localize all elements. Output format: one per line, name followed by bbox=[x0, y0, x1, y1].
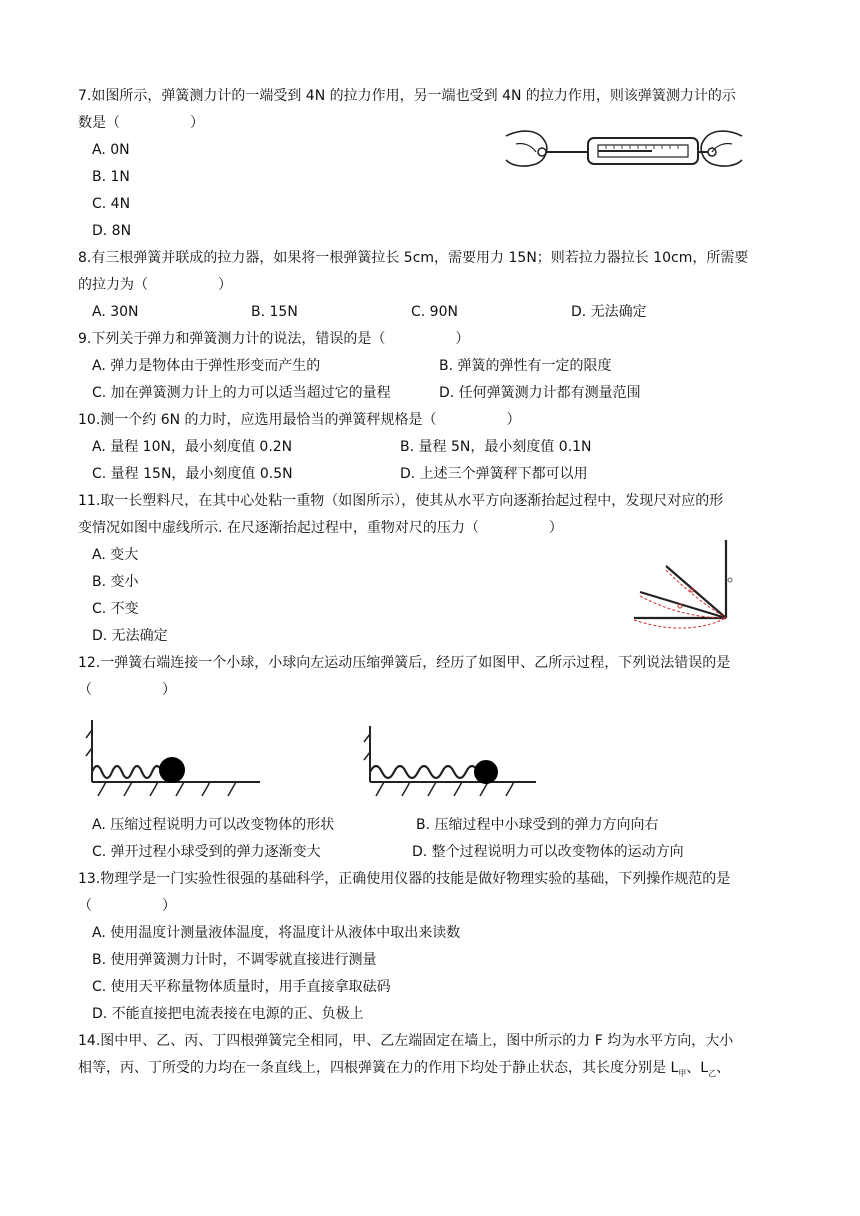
q13-option-c[interactable]: C. 使用天平称量物体质量时，用手直接拿取砝码 bbox=[92, 979, 391, 995]
q8-stem-line2: 的拉力为（ ） bbox=[78, 277, 232, 293]
q11-stem-line1: 11.取一长塑料尺，在其中心处粘一重物（如图所示），使其从水平方向逐渐抬起过程中，发现尺对应的形 bbox=[78, 493, 724, 509]
q7-option-d[interactable]: D. 8N bbox=[92, 223, 132, 239]
q8-option-d[interactable]: D. 无法确定 bbox=[571, 304, 647, 320]
q10-option-c[interactable]: C. 量程 15N，最小刻度值 0.5N bbox=[92, 466, 293, 482]
q14-sub-yi: 乙 bbox=[708, 1068, 717, 1078]
q8-stem-line1: 8.有三根弹簧并联成的拉力器，如果将一根弹簧拉长 5cm，需要用力 15N；则若拉力器拉长 10cm，所需要 bbox=[78, 250, 749, 266]
q14-stem-line1: 14.图中甲、乙、丙、丁四根弹簧完全相同，甲、乙左端固定在墙上，图中所示的力 F 均为水平方向，大小 bbox=[78, 1033, 734, 1049]
q7-stem-line1: 7.如图所示，弹簧测力计的一端受到 4N 的拉力作用，另一端也受到 4N 的拉力作用，则该弹簧测力计的示 bbox=[78, 88, 736, 104]
q8-option-c[interactable]: C. 90N bbox=[411, 304, 458, 320]
q9-option-d[interactable]: D. 任何弹簧测力计都有测量范围 bbox=[439, 385, 641, 401]
spring-ball-figure-jia bbox=[84, 716, 264, 802]
q11-option-c[interactable]: C. 不变 bbox=[92, 601, 139, 617]
q12-option-a[interactable]: A. 压缩过程说明力可以改变物体的形状 bbox=[92, 817, 335, 833]
q10-option-d[interactable]: D. 上述三个弹簧秤下都可以用 bbox=[400, 466, 588, 482]
q11-option-d[interactable]: D. 无法确定 bbox=[92, 628, 168, 644]
q13-stem-line2: （ ） bbox=[78, 898, 176, 914]
q14-sep: 、L bbox=[686, 1060, 709, 1076]
q7-stem-line2: 数是（ ） bbox=[78, 115, 204, 131]
q8-option-a[interactable]: A. 30N bbox=[92, 304, 139, 320]
q7-option-c[interactable]: C. 4N bbox=[92, 196, 131, 212]
q11-option-b[interactable]: B. 变小 bbox=[92, 574, 139, 590]
spring-scale-figure bbox=[502, 124, 746, 178]
q9-option-b[interactable]: B. 弹簧的弹性有一定的限度 bbox=[439, 358, 612, 374]
q13-option-d[interactable]: D. 不能直接把电流表接在电源的正、负极上 bbox=[92, 1006, 364, 1022]
q10-stem: 10.测一个约 6N 的力时，应选用最恰当的弹簧秤规格是（ ） bbox=[78, 412, 521, 428]
q11-option-a[interactable]: A. 变大 bbox=[92, 547, 139, 563]
spring-ball-figure-yi bbox=[360, 716, 540, 802]
q13-option-b[interactable]: B. 使用弹簧测力计时，不调零就直接进行测量 bbox=[92, 952, 377, 968]
q7-option-b[interactable]: B. 1N bbox=[92, 169, 130, 185]
q13-option-a[interactable]: A. 使用温度计测量液体温度，将温度计从液体中取出来读数 bbox=[92, 925, 461, 941]
q12-stem-line1: 12.一弹簧右端连接一个小球，小球向左运动压缩弹簧后，经历了如图甲、乙所示过程，下列说法错误的是 bbox=[78, 655, 731, 671]
q12-option-b[interactable]: B. 压缩过程中小球受到的弹力方向向右 bbox=[416, 817, 659, 833]
q14-stem-line2 bbox=[78, 1058, 730, 1084]
q9-stem: 9.下列关于弹力和弹簧测力计的说法，错误的是（ ） bbox=[78, 331, 470, 347]
q9-option-a[interactable]: A. 弹力是物体由于弹性形变而产生的 bbox=[92, 358, 321, 374]
q11-stem-line2: 变情况如图中虚线所示. 在尺逐渐抬起过程中，重物对尺的压力（ ） bbox=[78, 520, 563, 536]
q9-option-c[interactable]: C. 加在弹簧测力计上的力可以适当超过它的量程 bbox=[92, 385, 391, 401]
q8-option-b[interactable]: B. 15N bbox=[251, 304, 298, 320]
q13-stem-line1: 13.物理学是一门实验性很强的基础科学，正确使用仪器的技能是做好物理实验的基础，下列操作规范的是 bbox=[78, 871, 731, 887]
q14-tail: 、 bbox=[716, 1060, 731, 1076]
q10-option-b[interactable]: B. 量程 5N，最小刻度值 0.1N bbox=[400, 439, 592, 455]
q10-option-a[interactable]: A. 量程 10N，最小刻度值 0.2N bbox=[92, 439, 293, 455]
q14-sub-jia: 甲 bbox=[678, 1068, 687, 1078]
q14-stem-text: 相等，丙、丁所受的力均在一条直线上，四根弹簧在力的作用下均处于静止状态，其长度分别是 L bbox=[78, 1060, 679, 1076]
q7-option-a[interactable]: A. 0N bbox=[92, 142, 130, 158]
q12-option-d[interactable]: D. 整个过程说明力可以改变物体的运动方向 bbox=[412, 844, 684, 860]
ruler-bending-figure bbox=[630, 536, 742, 636]
q12-option-c[interactable]: C. 弹开过程小球受到的弹力逐渐变大 bbox=[92, 844, 321, 860]
q12-stem-line2: （ ） bbox=[78, 682, 176, 698]
